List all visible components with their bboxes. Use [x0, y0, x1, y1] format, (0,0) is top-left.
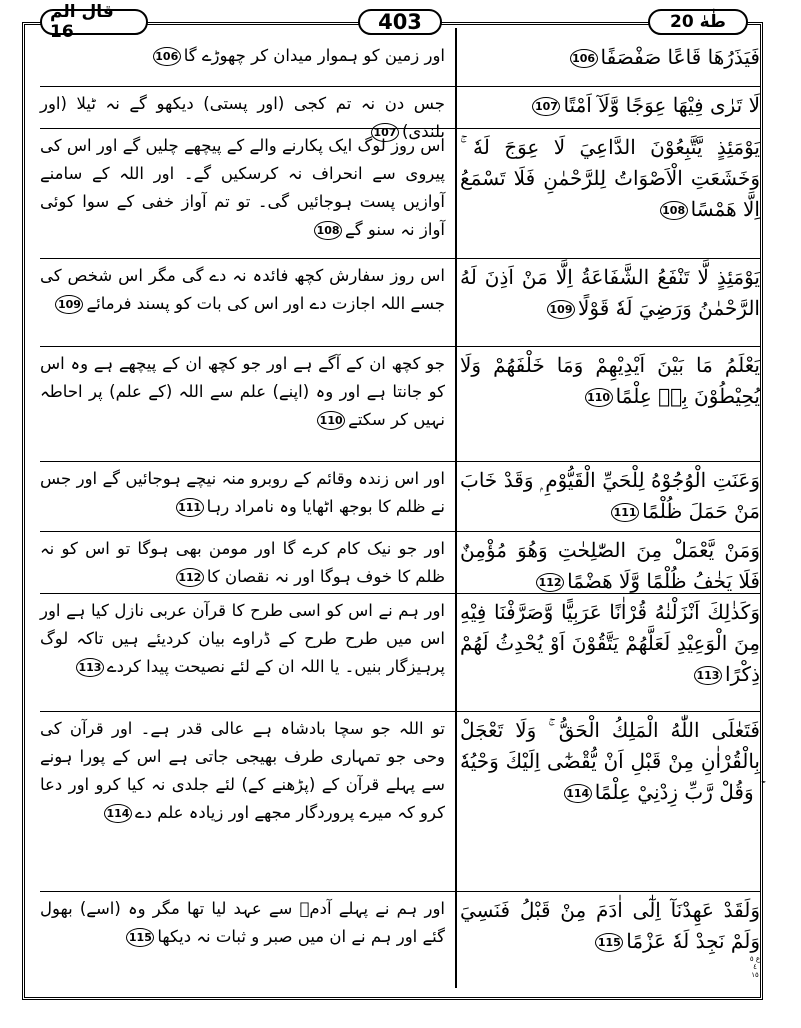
- verse-number-marker: 112: [176, 568, 204, 587]
- verse-number-marker: 114: [564, 784, 592, 803]
- arabic-text: يَوْمَئِذٍ يَّتَّبِعُوْنَ الدَّاعِيَ لَا عِوَجَ لَهٗ ۚ وَخَشَعَتِ الْاَصْوَاتُ لِلرَّحْمٰنِ فَلَا تَسْمَعُ اِلَّا هَمْسًا: [460, 135, 760, 221]
- verse-row: [40, 42, 760, 86]
- verse-row: [40, 90, 760, 141]
- verse-number-marker: 108: [660, 201, 688, 220]
- arabic-text: لَا تَرٰى فِيْهَا عِوَجًا وَّلَآ اَمْتًا: [563, 93, 760, 117]
- verse-row: [40, 350, 760, 460]
- arabic-verse-text: [460, 350, 760, 412]
- verse-number-marker: 111: [611, 503, 639, 522]
- verse-separator: [40, 891, 760, 892]
- verse-number-marker: 110: [317, 411, 345, 430]
- translation-text: تو اللہ جو سچا بادشاہ ہے عالی قدر ہے۔ اور قرآن کی وحی جو تمہاری طرف بھیجی جاتی ہے اس کے پورا ہونے سے پہلے قرآن کے (پڑھنے کے) لئے جلدی نہ کیا کرو اور دعا کرو کہ میرے پروردگار مجھے اور زیادہ علم دے: [40, 719, 445, 822]
- urdu-translation-text: [40, 350, 445, 434]
- translation-text: اس روز لوگ ایک پکارنے والے کے پیچھے چلیں گے اور اس کی پیروی سے انحراف نہ کرسکیں گے۔ اور اللہ کے سامنے آوازیں پست ہوجائیں گی۔ تو تم آواز خفی کے سوا کوئی آواز نہ سنو گے: [40, 136, 445, 239]
- arabic-text: وَعَنَتِ الْوُجُوْهُ لِلْحَيِّ الْقَيُّوْمِ ۭ وَقَدْ خَابَ مَنْ حَمَلَ ظُلْمًا: [460, 468, 760, 523]
- arabic-text: وَلَقَدْ عَهِدْنَآ اِلٰٓى اٰدَمَ مِنْ قَبْلُ فَنَسِيَ وَلَمْ نَجِدْ لَهٗ عَزْمًا: [460, 898, 760, 953]
- verse-number-marker: 109: [547, 300, 575, 319]
- urdu-translation-text: [40, 535, 445, 591]
- urdu-translation-text: [40, 262, 445, 318]
- verse-separator: [40, 461, 760, 462]
- verse-number-marker: 107: [532, 97, 560, 116]
- translation-text: جس دن نہ تم کجی (اور پستی) دیکھو گے نہ ٹیلا (اور بلندی): [40, 94, 445, 141]
- verse-number-marker: 111: [176, 498, 204, 517]
- page-header: [40, 2, 760, 42]
- arabic-verse-text: [460, 262, 760, 324]
- arabic-text: فَتَعٰلَى اللّٰهُ الْمَلِكُ الْحَقُّ ۚ وَلَا تَعْجَلْ بِالْقُرْاٰنِ مِنْ قَبْلِ اَنْ يُّقْضٰٓى اِلَيْكَ وَحْيُهٗ ۡ وَقُلْ رَّبِّ زِدْنِيْ عِلْمًا: [460, 718, 760, 804]
- verse-number-marker: 108: [314, 221, 342, 240]
- urdu-translation-text: [40, 895, 445, 951]
- urdu-translation-text: [40, 465, 445, 521]
- urdu-translation-text: [40, 715, 445, 827]
- surah-name-label: طٰهٰ 20: [648, 9, 748, 35]
- page-number: 403: [358, 9, 442, 35]
- translation-text: اور جو نیک کام کرے گا اور مومن بھی ہوگا تو اس کو نہ ظلم کا خوف ہوگا اور نہ نقصان کا: [40, 539, 445, 586]
- verse-separator: [40, 128, 760, 129]
- verse-number-marker: 107: [371, 123, 399, 142]
- translation-text: اور زمین کو ہموار میدان کر چھوڑے گا: [183, 46, 445, 65]
- verse-row: [40, 597, 760, 711]
- verse-separator: [40, 531, 760, 532]
- arabic-verse-text: [460, 535, 760, 597]
- verse-row: [40, 715, 760, 891]
- urdu-translation-text: [40, 597, 445, 681]
- verse-number-marker: 114: [104, 804, 132, 823]
- verse-row: [40, 535, 760, 593]
- arabic-text: وَكَذٰلِكَ اَنْزَلْنٰهُ قُرْاٰنًا عَرَبِيًّا وَّصَرَّفْنَا فِيْهِ مِنَ الْوَعِيْدِ لَعَلَّهُمْ يَتَّقُوْنَ اَوْ يُحْدِثُ لَهُمْ ذِكْرًا: [460, 600, 760, 686]
- arabic-verse-text: [460, 715, 760, 808]
- verse-row: [40, 895, 760, 985]
- translation-text: اس روز سفارش کچھ فائدہ نہ دے گی مگر اس شخص کی جسے اللہ اجازت دے اور اس کی بات کو پسند فرمائے: [40, 266, 445, 313]
- verse-number-marker: 106: [153, 47, 181, 66]
- arabic-text: وَمَنْ يَّعْمَلْ مِنَ الصّٰلِحٰتِ وَهُوَ مُؤْمِنٌ فَلَا يَخٰفُ ظُلْمًا وَّلَا هَضْمًا: [460, 538, 760, 593]
- verse-row: [40, 132, 760, 258]
- verse-number-marker: 115: [595, 933, 623, 952]
- verse-number-marker: 115: [126, 928, 154, 947]
- translation-text: جو کچھ ان کے آگے ہے اور جو کچھ ان کے پیچھے ہے وہ اس کو جانتا ہے اور وہ (اپنے) علم سے اللہ (کے علم) پر احاطہ نہیں کر سکتے: [40, 354, 445, 429]
- verse-number-marker: 109: [55, 295, 83, 314]
- translation-text: اور اس زندہ وقائم کے روبرو منہ نیچے ہوجائیں گے اور جس نے ظلم کا بوجھ اٹھایا وہ نامراد رہا: [40, 469, 445, 516]
- verse-separator: [40, 86, 760, 87]
- arabic-verse-text: [460, 42, 760, 73]
- para-name-label: قال الم 16: [40, 9, 148, 35]
- arabic-verse-text: [460, 895, 760, 957]
- arabic-verse-text: [460, 132, 760, 225]
- verse-number-marker: 112: [536, 573, 564, 592]
- arabic-verse-text: [460, 597, 760, 690]
- verse-number-marker: 106: [570, 49, 598, 68]
- translation-text: اور ہم نے اس کو اسی طرح کا قرآن عربی نازل کیا ہے اور اس میں طرح طرح کے ڈراوے بیان کردیئے ہیں تاکہ لوگ پرہیزگار بنیں۔ یا اللہ ان کے لئے نصیحت پیدا کردے: [40, 601, 445, 676]
- arabic-verse-text: [460, 90, 760, 121]
- urdu-translation-text: [40, 42, 445, 70]
- arabic-verse-text: [460, 465, 760, 527]
- verse-number-marker: 110: [585, 388, 613, 407]
- arabic-text: يَوْمَئِذٍ لَّا تَنْفَعُ الشَّفَاعَةُ اِلَّا مَنْ اَذِنَ لَهُ الرَّحْمٰنُ وَرَضِيَ لَهٗ قَوْلًا: [460, 265, 760, 320]
- arabic-text: فَيَذَرُهَا قَاعًا صَفْصَفًا: [600, 45, 760, 69]
- urdu-translation-text: [40, 132, 445, 244]
- verse-number-marker: 113: [76, 658, 104, 677]
- verse-row: [40, 262, 760, 346]
- verse-number-marker: 113: [694, 666, 722, 685]
- verse-separator: [40, 593, 760, 594]
- translation-text: اور ہم نے پہلے آدمؑ سے عہد لیا تھا مگر وہ (اسے) بھول گئے اور ہم نے ان میں صبر و ثبات نہ دیکھا: [40, 899, 445, 946]
- arabic-text: يَعْلَمُ مَا بَيْنَ اَيْدِيْهِمْ وَمَا خَلْفَهُمْ وَلَا يُحِيْطُوْنَ بِهٖ عِلْمًا: [460, 353, 760, 408]
- verse-row: [40, 465, 760, 531]
- ruku-marker: ع ٥ ٤ ١٥: [749, 955, 761, 979]
- verse-separator: [40, 711, 760, 712]
- verse-separator: [40, 258, 760, 259]
- verse-separator: [40, 346, 760, 347]
